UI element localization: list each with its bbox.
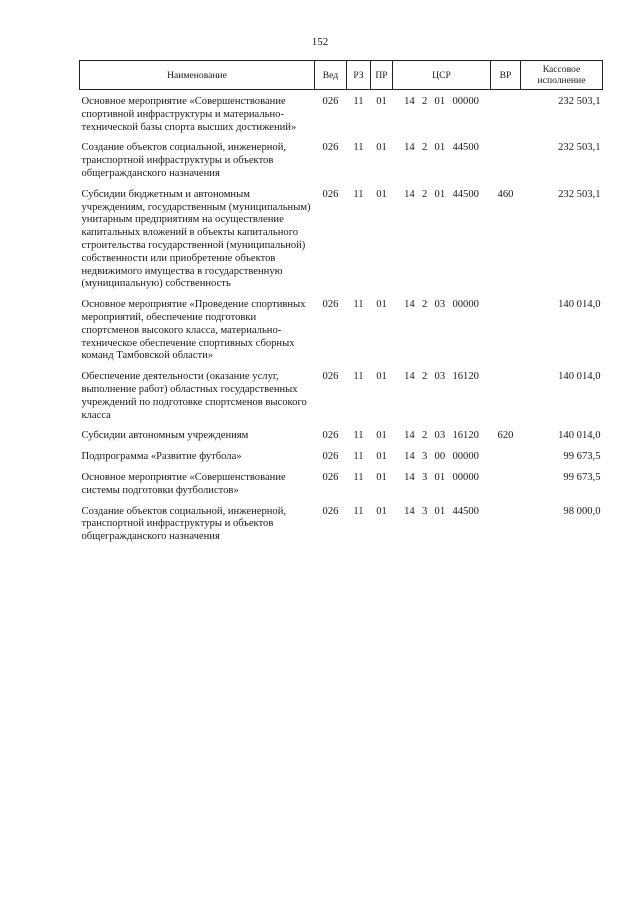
row-name: Подпрограмма «Развитие футбола»	[81, 451, 242, 463]
csr-part: 14	[404, 471, 415, 483]
table-row	[80, 424, 603, 445]
row-vr	[491, 500, 521, 546]
row-rz: 11	[353, 96, 364, 107]
row-ved: 026	[322, 299, 339, 311]
row-pr: 01	[376, 142, 387, 154]
header-csr: ЦСР	[393, 61, 491, 90]
row-rz: 11	[353, 471, 364, 483]
row-ved: 026	[322, 96, 339, 107]
csr-part: 2	[421, 371, 428, 383]
table-row	[80, 466, 603, 500]
row-csr	[393, 90, 491, 137]
row-ved: 026	[322, 371, 339, 383]
row-csr	[393, 183, 491, 293]
row-csr	[393, 424, 491, 445]
csr-part: 16120	[452, 430, 479, 442]
row-ved: 026	[322, 142, 339, 154]
row-pr: 01	[376, 96, 387, 107]
row-amount: 140 014,0	[558, 371, 601, 383]
csr-part: 44500	[452, 142, 479, 154]
table-row	[80, 90, 603, 137]
row-vr	[491, 293, 521, 365]
row-vr: 620	[497, 430, 514, 442]
csr-part: 01	[434, 505, 446, 517]
csr-part: 03	[434, 371, 446, 383]
csr-part: 44500	[452, 505, 479, 517]
csr-part: 01	[434, 188, 446, 200]
row-amount: 99 673,5	[563, 451, 601, 463]
row-pr: 01	[376, 188, 387, 200]
row-rz: 11	[353, 505, 364, 517]
table-row	[80, 365, 603, 424]
csr-part: 01	[434, 96, 446, 107]
csr-part: 00000	[452, 471, 479, 483]
row-amount: 99 673,5	[563, 471, 601, 483]
csr-part: 3	[421, 451, 428, 463]
row-csr	[393, 500, 491, 546]
table-header-row	[80, 61, 603, 90]
csr-part: 2	[421, 142, 428, 154]
header-rz: РЗ	[347, 61, 371, 90]
row-pr: 01	[376, 471, 387, 483]
row-ved: 026	[322, 188, 339, 200]
csr-part: 2	[421, 96, 428, 107]
csr-part: 44500	[452, 188, 479, 200]
row-name: Субсидии автономным учреждениям	[81, 430, 249, 442]
csr-part: 14	[404, 451, 415, 463]
row-pr: 01	[376, 299, 387, 311]
row-pr: 01	[376, 505, 387, 517]
table-row	[80, 183, 603, 293]
row-vr	[491, 90, 521, 137]
row-csr	[393, 293, 491, 365]
csr-part: 03	[434, 430, 446, 442]
row-name: Основное мероприятие «Совершенствование системы подготовки футболистов»	[81, 471, 286, 496]
csr-part: 3	[421, 471, 428, 483]
row-name: Создание объектов социальной, инженерной, транспортной инфраструктуры и объектов общегражданского назначения	[81, 505, 287, 543]
row-vr	[491, 136, 521, 182]
header-vr: ВР	[491, 61, 521, 90]
csr-part: 14	[404, 188, 415, 200]
csr-part: 01	[434, 142, 446, 154]
row-rz: 11	[353, 371, 364, 383]
csr-part: 2	[421, 299, 428, 311]
csr-part: 00	[434, 451, 446, 463]
row-amount: 140 014,0	[558, 430, 601, 442]
row-name: Субсидии бюджетным и автономным учреждениям, государственным (муниципальным) унитарным предприятиям на осуществление капитальных вложений в объекты капитального строительства государственной (муниципальной) собственности или приобретение объектов недвижимого имущества в государственную (муниципальную) собственность	[81, 188, 311, 290]
csr-part: 01	[434, 471, 446, 483]
row-rz: 11	[353, 142, 364, 154]
csr-part: 00000	[452, 451, 479, 463]
row-rz: 11	[353, 299, 364, 311]
csr-part: 16120	[452, 371, 479, 383]
row-ved: 026	[322, 451, 339, 463]
row-ved: 026	[322, 471, 339, 483]
csr-part: 2	[421, 430, 428, 442]
row-vr	[491, 445, 521, 466]
row-amount: 98 000,0	[563, 505, 601, 517]
row-name: Основное мероприятие «Проведение спортивных мероприятий, обеспечение подготовки спортсменов высокого класса, материально-техническое обеспечение спортивных сборных команд Тамбовской области»	[81, 299, 306, 362]
header-name: Наименование	[80, 61, 315, 90]
row-name: Обеспечение деятельности (оказание услуг, выполнение работ) областных государственных учреждений по подготовке спортсменов высокого класса	[81, 371, 307, 421]
row-vr	[491, 365, 521, 424]
header-pr: ПР	[371, 61, 393, 90]
row-name: Основное мероприятие «Совершенствование спортивной инфраструктуры и материально-технической базы спорта высших достижений»	[81, 96, 297, 133]
row-ved: 026	[322, 505, 339, 517]
row-pr: 01	[376, 451, 387, 463]
row-rz: 11	[353, 188, 364, 200]
row-rz: 11	[353, 451, 364, 463]
row-rz: 11	[353, 430, 364, 442]
table-row	[80, 500, 603, 546]
csr-part: 14	[404, 371, 415, 383]
csr-part: 00000	[452, 299, 479, 311]
page-number: 152	[311, 36, 329, 48]
csr-part: 14	[404, 505, 415, 517]
budget-table	[79, 60, 603, 546]
csr-part: 14	[404, 299, 415, 311]
row-csr	[393, 466, 491, 500]
row-pr: 01	[376, 371, 387, 383]
csr-part: 14	[404, 142, 415, 154]
row-amount: 140 014,0	[558, 299, 601, 311]
row-csr	[393, 365, 491, 424]
row-csr	[393, 136, 491, 182]
table-row	[80, 136, 603, 182]
csr-part: 14	[404, 430, 415, 442]
csr-part: 3	[421, 505, 428, 517]
row-amount: 232 503,1	[558, 96, 601, 107]
row-ved: 026	[322, 430, 339, 442]
csr-part: 2	[421, 188, 428, 200]
csr-part: 14	[404, 96, 415, 107]
table-row	[80, 293, 603, 365]
header-ved: Вед	[315, 61, 347, 90]
row-vr	[491, 466, 521, 500]
row-vr: 460	[497, 188, 514, 200]
row-amount: 232 503,1	[558, 188, 601, 200]
row-amount: 232 503,1	[558, 142, 601, 154]
row-pr: 01	[376, 430, 387, 442]
row-csr	[393, 445, 491, 466]
table-row	[80, 445, 603, 466]
header-amount: Кассовое исполнение	[521, 61, 603, 90]
csr-part: 03	[434, 299, 446, 311]
row-name: Создание объектов социальной, инженерной, транспортной инфраструктуры и объектов общегражданского назначения	[81, 142, 287, 179]
csr-part: 00000	[452, 96, 479, 107]
